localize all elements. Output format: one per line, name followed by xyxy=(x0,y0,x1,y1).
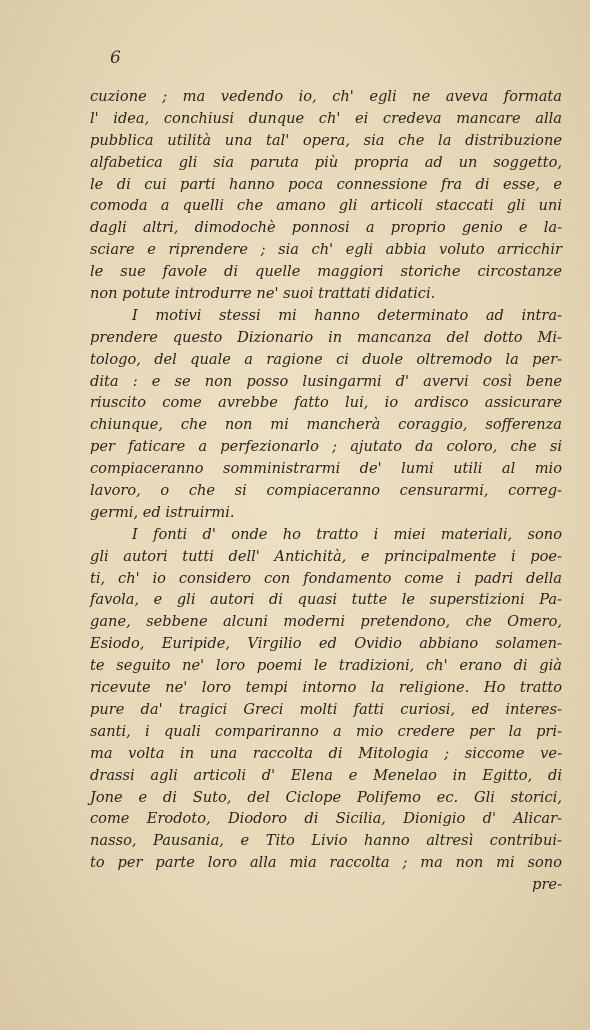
text-line: come Erodoto, Diodoro di Sicilia, Dionigio d' Alicar- xyxy=(90,810,562,828)
text-line: le sue favole di quelle maggiori storiche circostanze xyxy=(90,263,562,281)
text-line: compiaceranno somministrarmi de' lumi utili al mio xyxy=(90,460,562,478)
paragraph xyxy=(90,305,562,524)
text-line: te seguito ne' loro poemi le tradizioni, ch' erano di già xyxy=(90,657,562,675)
page-number: 6 xyxy=(110,48,121,68)
paragraph xyxy=(90,86,562,305)
text-line: ti, ch' io considero con fondamento come i padri della xyxy=(90,569,562,587)
text-line: dagli altri, dimodochè ponnosi a proprio genio e la- xyxy=(90,219,562,237)
text-line: Esiodo, Euripide, Virgilio ed Ovidio abbiano solamen- xyxy=(90,635,562,653)
text-line: gane, sebbene alcuni moderni pretendono, che Omero, xyxy=(90,613,562,631)
text-line: cuzione ; ma vedendo io, ch' egli ne aveva formata xyxy=(90,88,562,105)
text-line: l' idea, conchiusi dunque ch' ei credeva mancare alla xyxy=(90,109,562,127)
text-line: pubblica utilità una tal' opera, sia che la distribuzione xyxy=(90,131,562,149)
text-line: I motivi stessi mi hanno determinato ad intra- xyxy=(132,306,562,324)
text-line: favola, e gli autori di quasi tutte le superstizioni Pa- xyxy=(90,591,562,609)
text-line: lavoro, o che si compiaceranno censurarmi, correg- xyxy=(90,482,562,500)
text-line: I fonti d' onde ho tratto i miei materiali, sono xyxy=(132,525,562,543)
text-line: tologo, del quale a ragione ci duole oltremodo la per- xyxy=(90,350,562,368)
text-line: ma volta in una raccolta di Mitologia ; siccome ve- xyxy=(90,744,562,762)
text-line: germi, ed istruirmi. xyxy=(90,503,235,521)
body-text xyxy=(90,86,562,896)
text-line: chiunque, che non mi mancherà coraggio, sofferenza xyxy=(90,416,562,434)
text-line: nasso, Pausania, e Tito Livio hanno altresì contribui- xyxy=(90,832,562,850)
text-line: dita : e se non posso lusingarmi d' avervi così bene xyxy=(90,372,562,390)
text-line: pure da' tragici Greci molti fatti curiosi, ed interes- xyxy=(90,700,562,718)
text-line: drassi agli articoli d' Elena e Menelao in Egitto, di xyxy=(90,766,562,784)
text-line: prendere questo Dizionario in mancanza del dotto Mi- xyxy=(90,328,562,346)
text-line: Jone e di Suto, del Ciclope Polifemo ec. Gli storici, xyxy=(90,788,562,806)
text-line: to per parte loro alla mia raccolta ; ma non mi sono xyxy=(90,854,562,872)
paragraph xyxy=(90,524,562,874)
text-line: riuscito come avrebbe fatto lui, io ardisco assicurare xyxy=(90,394,562,412)
text-line: le di cui parti hanno poca connessione fra di esse, e xyxy=(90,175,562,193)
text-line: gli autori tutti dell' Antichità, e principalmente i poe- xyxy=(90,547,562,565)
catchword-row xyxy=(90,874,562,896)
text-line: non potute introdurre ne' suoi trattati didatici. xyxy=(90,285,436,303)
text-line: sciare e riprendere ; sia ch' egli abbia voluto arricchir xyxy=(90,241,562,259)
text-line: comoda a quelli che amano gli articoli staccati gli uni xyxy=(90,197,562,215)
text-line: alfabetica gli sia paruta più propria ad un soggetto, xyxy=(90,153,562,171)
text-line: santi, i quali compariranno a mio credere per la pri- xyxy=(90,722,562,740)
catchword: pre- xyxy=(532,876,562,894)
text-line: ricevute ne' loro tempi intorno la religione. Ho tratto xyxy=(90,679,562,697)
text-line: per faticare a perfezionarlo ; ajutato da coloro, che si xyxy=(90,438,562,456)
